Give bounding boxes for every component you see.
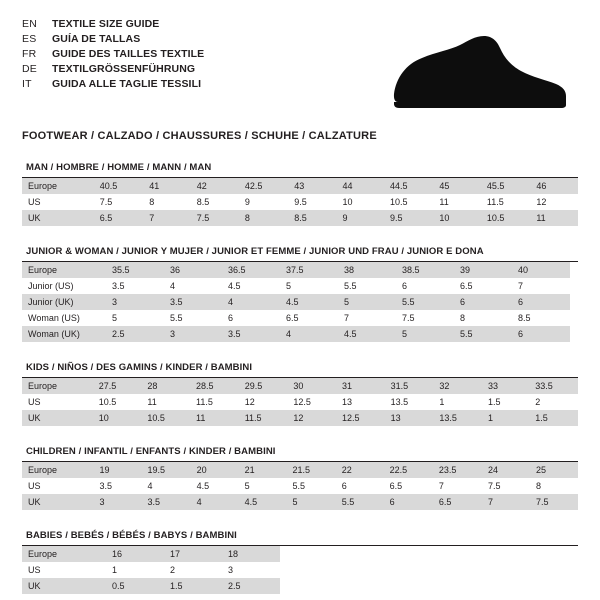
row-label: Europe [22, 178, 94, 194]
size-group [22, 162, 578, 226]
size-cell: 7.5 [402, 313, 415, 323]
size-cell: 6 [341, 481, 347, 491]
row-label: Junior (US) [28, 281, 74, 291]
language-title: GUIDE DES TAILLES TEXTILE [52, 48, 205, 60]
language-title-list [22, 18, 204, 91]
size-cell: 3.5 [99, 481, 113, 491]
size-cell: 11.5 [486, 197, 504, 207]
table-row [22, 262, 570, 278]
size-cell: 41 [143, 178, 191, 194]
size-cell: 11.5 [239, 410, 288, 426]
size-cell: 10.5 [141, 410, 190, 426]
size-cell: 33 [482, 378, 529, 394]
row-label: Europe [22, 462, 94, 478]
size-group-title: BABIES / BEBÉS / BÉBÉS / BABYS / BAMBINI [22, 530, 578, 546]
size-cell: 4 [147, 481, 153, 491]
size-group-title: JUNIOR & WOMAN / JUNIOR Y MUJER / JUNIOR ET FEMME / JUNIOR UND FRAU / JUNIOR E DONA [22, 246, 578, 262]
size-cell: 6 [512, 294, 570, 310]
size-cell: 36.5 [222, 262, 280, 278]
size-group [22, 246, 578, 342]
size-cell: 19 [94, 462, 142, 478]
size-cell: 42 [191, 178, 239, 194]
size-cell: 5 [244, 481, 250, 491]
size-cell: 5 [112, 313, 118, 323]
size-cell: 5 [338, 294, 396, 310]
row-label: Europe [22, 378, 93, 394]
table-row [22, 546, 280, 562]
size-cell: 39 [454, 262, 512, 278]
size-cell: 5 [286, 281, 292, 291]
size-cell: 2.5 [106, 326, 164, 342]
table-row [22, 494, 578, 510]
size-cell: 6.5 [389, 481, 403, 491]
size-cell: 5.5 [454, 326, 512, 342]
size-cell: 32 [433, 378, 482, 394]
size-cell: 2.5 [222, 578, 280, 594]
size-cell: 11.5 [196, 397, 213, 407]
size-group-title: MAN / HOMBRE / HOMME / MANN / MAN [22, 162, 578, 178]
size-cell: 13.5 [390, 397, 409, 407]
size-cell: 4.5 [338, 326, 396, 342]
row-label: Europe [22, 262, 106, 278]
size-cell: 9 [244, 197, 250, 207]
size-cell: 13 [385, 410, 434, 426]
size-cell: 37.5 [280, 262, 338, 278]
size-cell: 6 [384, 494, 433, 510]
size-cell: 5.5 [170, 313, 183, 323]
size-cell: 42.5 [239, 178, 288, 194]
size-group [22, 530, 578, 594]
row-label: UK [22, 410, 93, 426]
size-cell: 5.5 [396, 294, 454, 310]
size-cell: 35.5 [106, 262, 164, 278]
language-title: TEXTILE SIZE GUIDE [52, 18, 160, 30]
size-cell: 2 [535, 397, 541, 407]
size-cell: 13 [342, 397, 353, 407]
language-code: ES [22, 33, 37, 45]
language-title: GUÍA DE TALLAS [52, 33, 141, 45]
row-label: US [28, 397, 41, 407]
size-cell: 3 [106, 294, 164, 310]
row-label: UK [22, 578, 106, 594]
size-cell: 22.5 [384, 462, 433, 478]
size-cell: 6 [402, 281, 408, 291]
table-row [22, 194, 578, 210]
size-cell: 3.5 [222, 326, 280, 342]
size-cell: 4.5 [239, 494, 287, 510]
size-cell: 10.5 [98, 397, 117, 407]
size-cell: 44 [336, 178, 384, 194]
size-cell: 7 [438, 481, 444, 491]
size-cell: 1.5 [487, 397, 501, 407]
table-row [22, 326, 570, 342]
size-cell: 45 [433, 178, 481, 194]
size-cell: 11 [147, 397, 157, 407]
row-label: UK [22, 494, 94, 510]
table-row [22, 178, 578, 194]
size-cell: 6 [228, 313, 234, 323]
size-cell: 44.5 [384, 178, 433, 194]
size-table [22, 462, 578, 510]
table-row [22, 278, 570, 294]
size-cell: 8 [149, 197, 155, 207]
row-label: Europe [22, 546, 106, 562]
size-cell: 28 [141, 378, 190, 394]
size-cell: 5 [286, 494, 335, 510]
size-cell: 2 [170, 565, 176, 575]
size-cell: 1.5 [164, 578, 222, 594]
size-cell: 40.5 [94, 178, 143, 194]
table-row [22, 294, 570, 310]
size-cell: 1 [112, 565, 118, 575]
language-code: DE [22, 63, 37, 75]
size-cell: 10.5 [389, 197, 408, 207]
size-cell: 17 [164, 546, 222, 562]
size-cell: 12 [244, 397, 255, 407]
size-cell: 11 [190, 410, 239, 426]
table-row [22, 562, 280, 578]
table-row [22, 394, 578, 410]
size-cell: 8.5 [288, 210, 336, 226]
size-cell: 22 [336, 462, 384, 478]
size-table [22, 378, 578, 426]
size-cell: 3 [94, 494, 142, 510]
size-cell: 9.5 [384, 210, 433, 226]
page-title: FOOTWEAR / CALZADO / CHAUSSURES / SCHUHE / CALZATURE [22, 130, 377, 142]
size-cell: 25 [530, 462, 578, 478]
size-cell: 10.5 [481, 210, 530, 226]
size-cell: 6.5 [433, 494, 482, 510]
size-cell: 3.5 [141, 494, 190, 510]
size-cell: 12.5 [293, 397, 311, 407]
size-cell: 18 [222, 546, 280, 562]
size-group-title: KIDS / NIÑOS / DES GAMINS / KINDER / BAMBINI [22, 362, 578, 378]
size-cell: 8.5 [196, 197, 210, 207]
language-row [22, 63, 204, 76]
size-cell: 38 [338, 262, 396, 278]
size-cell: 28.5 [190, 378, 239, 394]
size-cell: 21.5 [286, 462, 335, 478]
row-label: Junior (UK) [22, 294, 106, 310]
size-cell: 3.5 [112, 281, 125, 291]
size-cell: 8 [460, 313, 466, 323]
size-cell: 45.5 [481, 178, 530, 194]
size-cell: 5.5 [292, 481, 305, 491]
size-cell: 23.5 [433, 462, 482, 478]
size-cell: 7.5 [530, 494, 578, 510]
size-cell: 5.5 [344, 281, 357, 291]
size-cell: 10 [93, 410, 142, 426]
table-row [22, 410, 578, 426]
size-cell: 11 [439, 197, 449, 207]
size-group-title: CHILDREN / INFANTIL / ENFANTS / KINDER / BAMBINI [22, 446, 578, 462]
size-cell: 11 [530, 210, 578, 226]
language-row [22, 18, 204, 31]
language-row [22, 48, 204, 61]
row-label: UK [22, 210, 94, 226]
size-cell: 6.5 [94, 210, 143, 226]
size-cell: 3 [228, 565, 234, 575]
language-title: TEXTILGRÖSSENFÜHRUNG [52, 63, 196, 75]
table-row [22, 578, 280, 594]
size-cell: 8 [239, 210, 288, 226]
size-cell: 43 [288, 178, 336, 194]
size-cell: 7 [344, 313, 350, 323]
size-cell: 27.5 [93, 378, 142, 394]
table-row [22, 478, 578, 494]
size-cell: 16 [106, 546, 164, 562]
size-cell: 1.5 [529, 410, 578, 426]
size-cell: 6.5 [460, 281, 473, 291]
size-cell: 21 [239, 462, 287, 478]
dress-shoe-icon [380, 34, 570, 112]
size-cell: 9 [336, 210, 384, 226]
size-cell: 7.5 [488, 481, 501, 491]
size-cell: 40 [512, 262, 570, 278]
size-cell: 19.5 [141, 462, 190, 478]
size-cell: 6.5 [286, 313, 299, 323]
table-row [22, 462, 578, 478]
size-cell: 24 [482, 462, 530, 478]
language-code: IT [22, 78, 32, 90]
size-cell: 13.5 [433, 410, 482, 426]
table-row [22, 378, 578, 394]
size-cell: 7.5 [99, 197, 113, 207]
size-cell: 12 [287, 410, 336, 426]
language-title: GUIDA ALLE TAGLIE TESSILI [52, 78, 202, 90]
language-row [22, 33, 204, 46]
size-cell: 0.5 [106, 578, 164, 594]
size-cell: 3 [164, 326, 222, 342]
size-cell: 8.5 [518, 313, 531, 323]
size-cell: 31.5 [385, 378, 434, 394]
language-row [22, 78, 204, 91]
size-cell: 1 [439, 397, 445, 407]
size-cell: 29.5 [239, 378, 288, 394]
size-cell: 4 [280, 326, 338, 342]
language-code: FR [22, 48, 37, 60]
size-table [22, 546, 280, 594]
size-tables [22, 162, 578, 594]
row-label: US [28, 197, 41, 207]
size-cell: 8 [535, 481, 541, 491]
size-cell: 10 [433, 210, 481, 226]
size-table [22, 178, 578, 226]
table-row [22, 310, 570, 326]
size-cell: 4.5 [280, 294, 338, 310]
size-cell: 31 [336, 378, 385, 394]
size-cell: 33.5 [529, 378, 578, 394]
row-label: Woman (UK) [22, 326, 106, 342]
size-cell: 5 [396, 326, 454, 342]
size-cell: 6 [512, 326, 570, 342]
row-label: US [28, 565, 41, 575]
size-cell: 20 [191, 462, 239, 478]
size-cell: 4.5 [196, 481, 210, 491]
size-cell: 36 [164, 262, 222, 278]
row-label: Woman (US) [28, 313, 80, 323]
size-cell: 30 [287, 378, 336, 394]
size-cell: 7 [518, 281, 524, 291]
size-table [22, 262, 570, 342]
size-cell: 12.5 [336, 410, 385, 426]
table-row [22, 210, 578, 226]
size-group [22, 446, 578, 510]
size-cell: 12 [536, 197, 547, 207]
size-cell: 7.5 [191, 210, 239, 226]
size-cell: 10 [342, 197, 353, 207]
size-cell: 3.5 [164, 294, 222, 310]
row-label: US [28, 481, 41, 491]
size-cell: 7 [143, 210, 191, 226]
size-cell: 4 [222, 294, 280, 310]
size-cell: 4 [191, 494, 239, 510]
page-header [22, 18, 578, 112]
size-cell: 1 [482, 410, 529, 426]
size-cell: 6 [454, 294, 512, 310]
size-cell: 38.5 [396, 262, 454, 278]
size-cell: 5.5 [336, 494, 384, 510]
size-cell: 46 [530, 178, 578, 194]
size-cell: 9.5 [294, 197, 307, 207]
size-cell: 4.5 [228, 281, 241, 291]
size-cell: 4 [170, 281, 176, 291]
size-cell: 7 [482, 494, 530, 510]
language-code: EN [22, 18, 37, 30]
size-group [22, 362, 578, 426]
